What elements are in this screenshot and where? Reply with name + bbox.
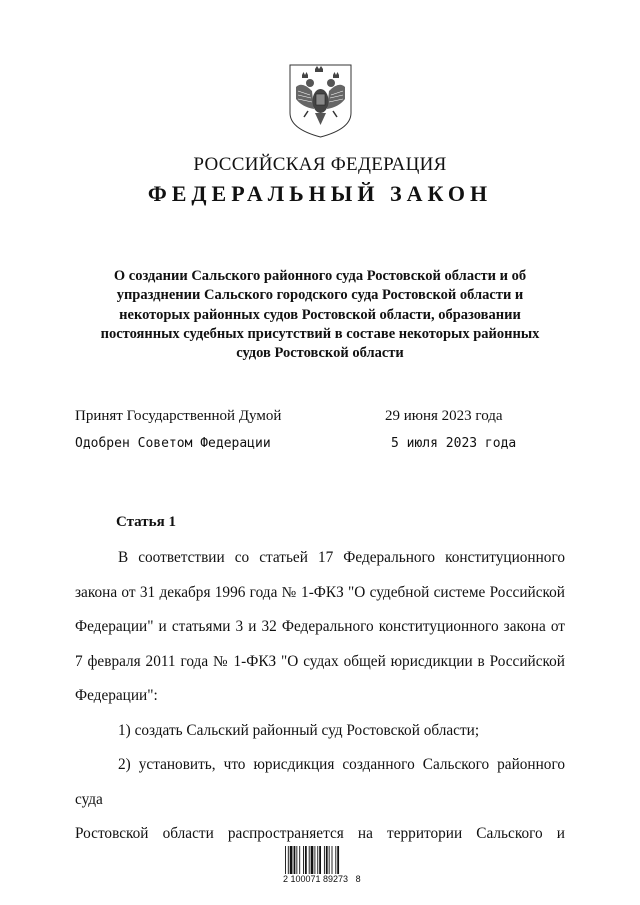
article-line: Федерации": bbox=[75, 687, 158, 704]
article-line: 7 февраля 2011 года № 1-ФКЗ "О судах общей юрисдикции в Российской bbox=[75, 652, 565, 670]
law-title bbox=[84, 267, 556, 363]
article-line: 2) установить, что юрисдикция созданного Сальского районного суда bbox=[75, 756, 565, 808]
duma-adoption-date: 29 июня 2023 года bbox=[385, 408, 503, 424]
article-line: В соответствии со статьей 17 Федерального конституционного bbox=[118, 549, 565, 566]
law-title-line: постоянных судебных присутствий в составе некоторых районных bbox=[100, 325, 540, 342]
document-type: ФЕДЕРАЛЬНЫЙ ЗАКОН bbox=[147, 181, 493, 206]
council-approval-date: 5 июля 2023 года bbox=[391, 436, 517, 451]
law-title-line: О создании Сальского районного суда Ростовской области и об bbox=[113, 268, 527, 284]
barcode-number: 2 100071 89273 8 bbox=[283, 874, 361, 884]
country-name: РОССИЙСКАЯ ФЕДЕРАЦИЯ bbox=[193, 154, 447, 175]
duma-adoption-label: Принят Государственной Думой bbox=[75, 408, 282, 424]
article-line: Федерации" и статьями 3 и 32 Федерального конституционного закона от bbox=[75, 618, 565, 635]
article-line: 1) создать Сальский районный суд Ростовской области; bbox=[118, 721, 480, 739]
law-title-line: упразднении Сальского городского суда Ростовской области и bbox=[116, 287, 524, 304]
law-title-line: некоторых районных судов Ростовской области, образовании bbox=[119, 306, 521, 323]
council-approval-label: Одобрен Советом Федерации bbox=[75, 436, 271, 451]
coat-of-arms-icon bbox=[288, 63, 353, 139]
law-title-line: судов Ростовской области bbox=[236, 345, 404, 362]
article-heading: Статья 1 bbox=[116, 514, 176, 530]
article-line: закона от 31 декабря 1996 года № 1-ФКЗ "О судебной системе Российской bbox=[75, 583, 565, 601]
barcode-icon bbox=[284, 846, 357, 874]
article-body bbox=[75, 541, 565, 852]
article-line: Ростовской области распространяется на территории Сальского и bbox=[75, 825, 565, 842]
